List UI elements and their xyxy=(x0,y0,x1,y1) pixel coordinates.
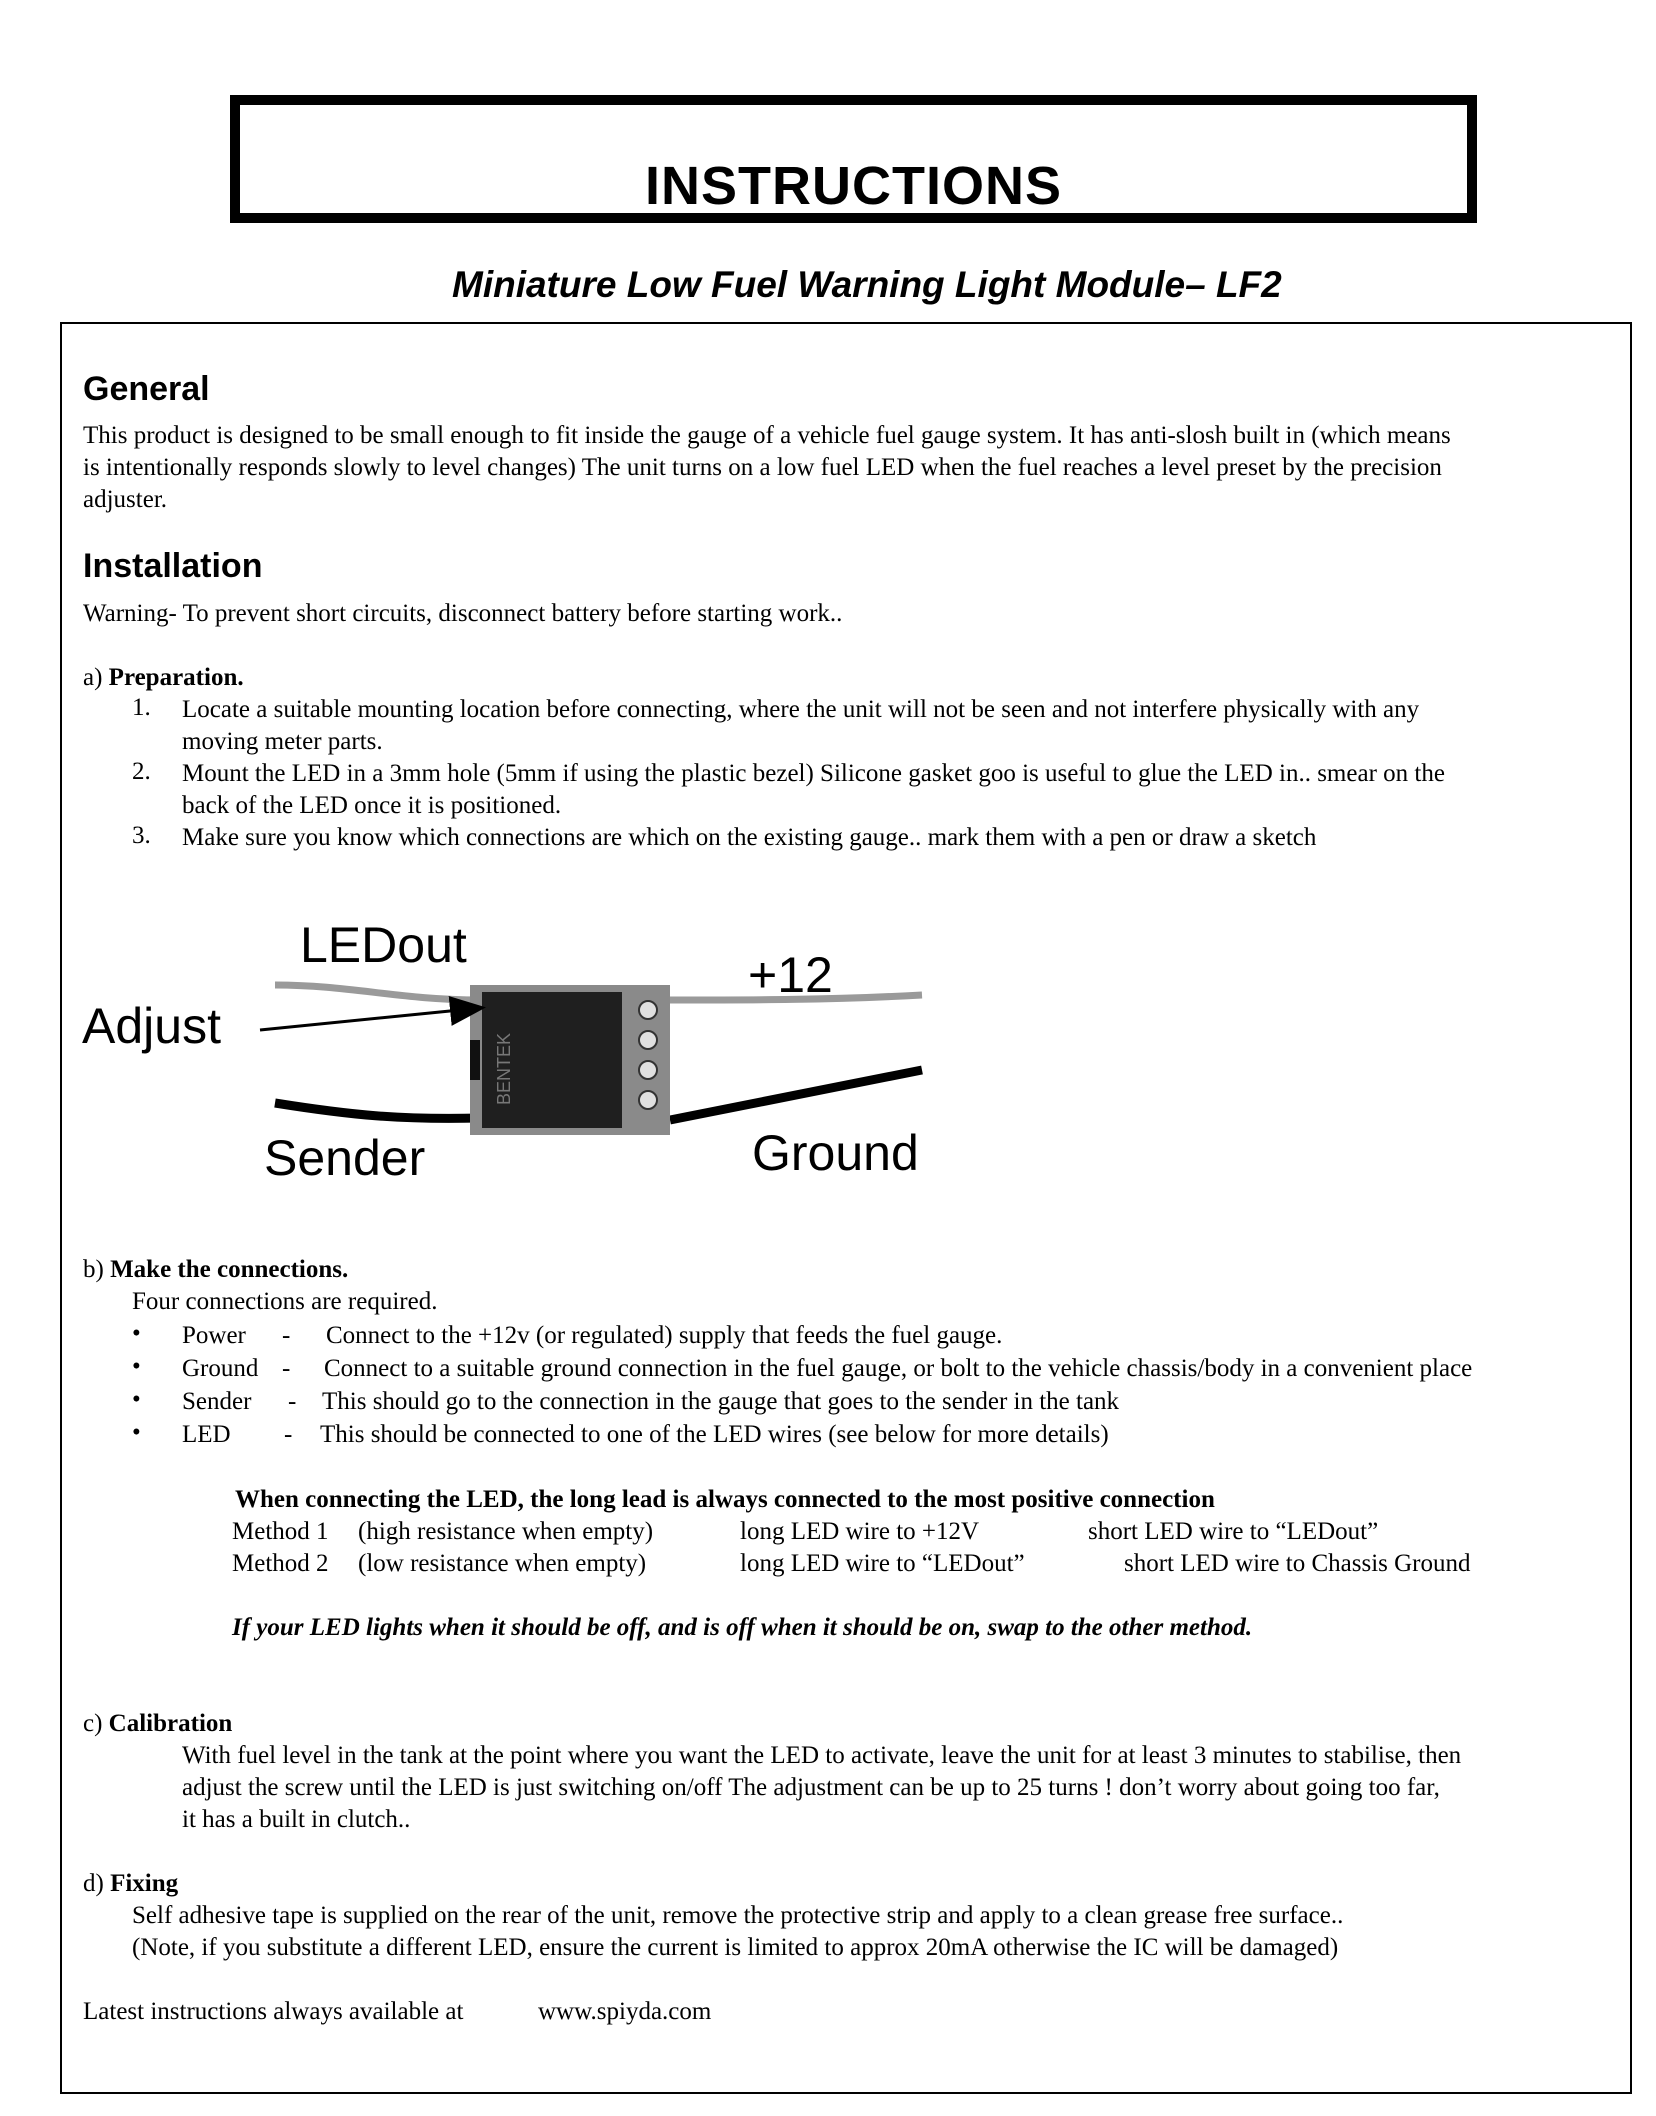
swap-note: If your LED lights when it should be off, and is off when it should be on, swap to the other method. xyxy=(232,1614,1253,1641)
chip-marking: BENTEK xyxy=(494,1032,514,1105)
method-short: short LED wire to “LEDout” xyxy=(1088,1518,1379,1545)
method-resistance: (low resistance when empty) xyxy=(358,1550,647,1577)
text-line: adjuster. xyxy=(83,486,168,513)
ledout-wire xyxy=(275,985,480,1000)
connection-dash: - xyxy=(282,1355,291,1382)
connections-heading: b) Make the connections. xyxy=(83,1256,349,1283)
connection-name: Sender xyxy=(182,1388,252,1415)
fixing-text: Self adhesive tape is supplied on the rear of the unit, remove the protective strip and apply to a clean grease free surface.. (Note, if you substitute a different LED, ensure the current is limited to approx 20mA otherwise the IC will be damaged) xyxy=(132,1902,1344,1961)
led-note: When connecting the LED, the long lead is always connected to the most positive connection xyxy=(235,1486,1215,1513)
page-title: INSTRUCTIONS xyxy=(645,156,1062,216)
solder-pad xyxy=(639,1091,657,1109)
method-resistance: (high resistance when empty) xyxy=(358,1518,654,1545)
bullet-glyph: • xyxy=(132,1320,141,1347)
connection-desc: This should be connected to one of the LED wires (see below for more details) xyxy=(320,1421,1109,1448)
label-sender: Sender xyxy=(264,1130,426,1186)
connection-name: LED xyxy=(182,1421,231,1448)
sender-wire xyxy=(275,1103,480,1118)
bullet-glyph: • xyxy=(132,1353,141,1380)
ground-wire xyxy=(670,1070,922,1120)
general-text xyxy=(83,420,1603,516)
step-number: 3. xyxy=(132,822,151,849)
section-heading-general: General xyxy=(83,370,210,408)
method-name: Method 2 xyxy=(232,1550,329,1577)
bullet-glyph: • xyxy=(132,1419,141,1446)
label-ledout: LEDout xyxy=(300,917,467,973)
connection-dash: - xyxy=(284,1421,293,1448)
connection-desc: Connect to a suitable ground connection in the fuel gauge, or bolt to the vehicle chassis/body in a convenient place xyxy=(324,1355,1473,1382)
fixing-heading: d) Fixing xyxy=(83,1870,179,1897)
connection-name: Power xyxy=(182,1322,246,1349)
step-text: Locate a suitable mounting location before connecting, where the unit will not be seen and not interfere physically with any moving meter parts. xyxy=(182,696,1420,755)
solder-pad xyxy=(639,1031,657,1049)
connection-dash: - xyxy=(282,1322,291,1349)
method-name: Method 1 xyxy=(232,1518,329,1545)
label-adjust: Adjust xyxy=(82,998,221,1054)
calibration-text: With fuel level in the tank at the point where you want the LED to activate, leave the unit for at least 3 minutes to stabilise, then adjust the screw until the LED is just switching on/off The adjustment can be up to 25 turns ! don’t worry about going too far, it has a built in clutch.. xyxy=(182,1742,1462,1833)
page-subtitle: Miniature Low Fuel Warning Light Module– LF2 xyxy=(452,264,1282,305)
step-text: Mount the LED in a 3mm hole (5mm if using the plastic bezel) Silicone gasket goo is useful to glue the LED in.. smear on the back of the LED once it is positioned. xyxy=(182,760,1445,819)
text-line: is intentionally responds slowly to level changes) The unit turns on a low fuel LED when the fuel reaches a level preset by the precision xyxy=(83,454,1442,481)
title-box xyxy=(230,95,1477,223)
warning-text: Warning- To prevent short circuits, disconnect battery before starting work.. xyxy=(83,600,843,627)
adjust-arrow xyxy=(260,1008,480,1030)
step-number: 1. xyxy=(132,694,151,721)
module-wiring-photo xyxy=(70,900,970,1200)
solder-pad xyxy=(639,1061,657,1079)
connection-name: Ground xyxy=(182,1355,259,1382)
calibration-heading: c) Calibration xyxy=(83,1710,233,1737)
text-line: This product is designed to be small enough to fit inside the gauge of a vehicle fuel gauge system. It has anti-slosh built in (which means xyxy=(83,422,1451,449)
method-short: short LED wire to Chassis Ground xyxy=(1124,1550,1471,1577)
website-link[interactable]: www.spiyda.com xyxy=(538,1998,712,2025)
connection-dash: - xyxy=(288,1388,297,1415)
preparation-heading: a) Preparation. xyxy=(83,664,244,691)
bullet-glyph: • xyxy=(132,1386,141,1413)
section-heading-installation: Installation xyxy=(83,547,263,585)
label-plus12: +12 xyxy=(748,947,833,1003)
method-long: long LED wire to “LEDout” xyxy=(740,1550,1025,1577)
connection-desc: This should go to the connection in the gauge that goes to the sender in the tank xyxy=(322,1388,1120,1415)
solder-pad xyxy=(639,1001,657,1019)
method-long: long LED wire to +12V xyxy=(740,1518,980,1545)
footer-text: Latest instructions always available at xyxy=(83,1998,464,2025)
step-number: 2. xyxy=(132,758,151,785)
label-ground: Ground xyxy=(752,1125,919,1181)
connections-intro: Four connections are required. xyxy=(132,1288,438,1315)
adjuster-screw xyxy=(470,1040,480,1080)
connection-desc: Connect to the +12v (or regulated) supply that feeds the fuel gauge. xyxy=(326,1322,1003,1349)
step-text: Make sure you know which connections are which on the existing gauge.. mark them with a pen or draw a sketch xyxy=(182,824,1317,851)
